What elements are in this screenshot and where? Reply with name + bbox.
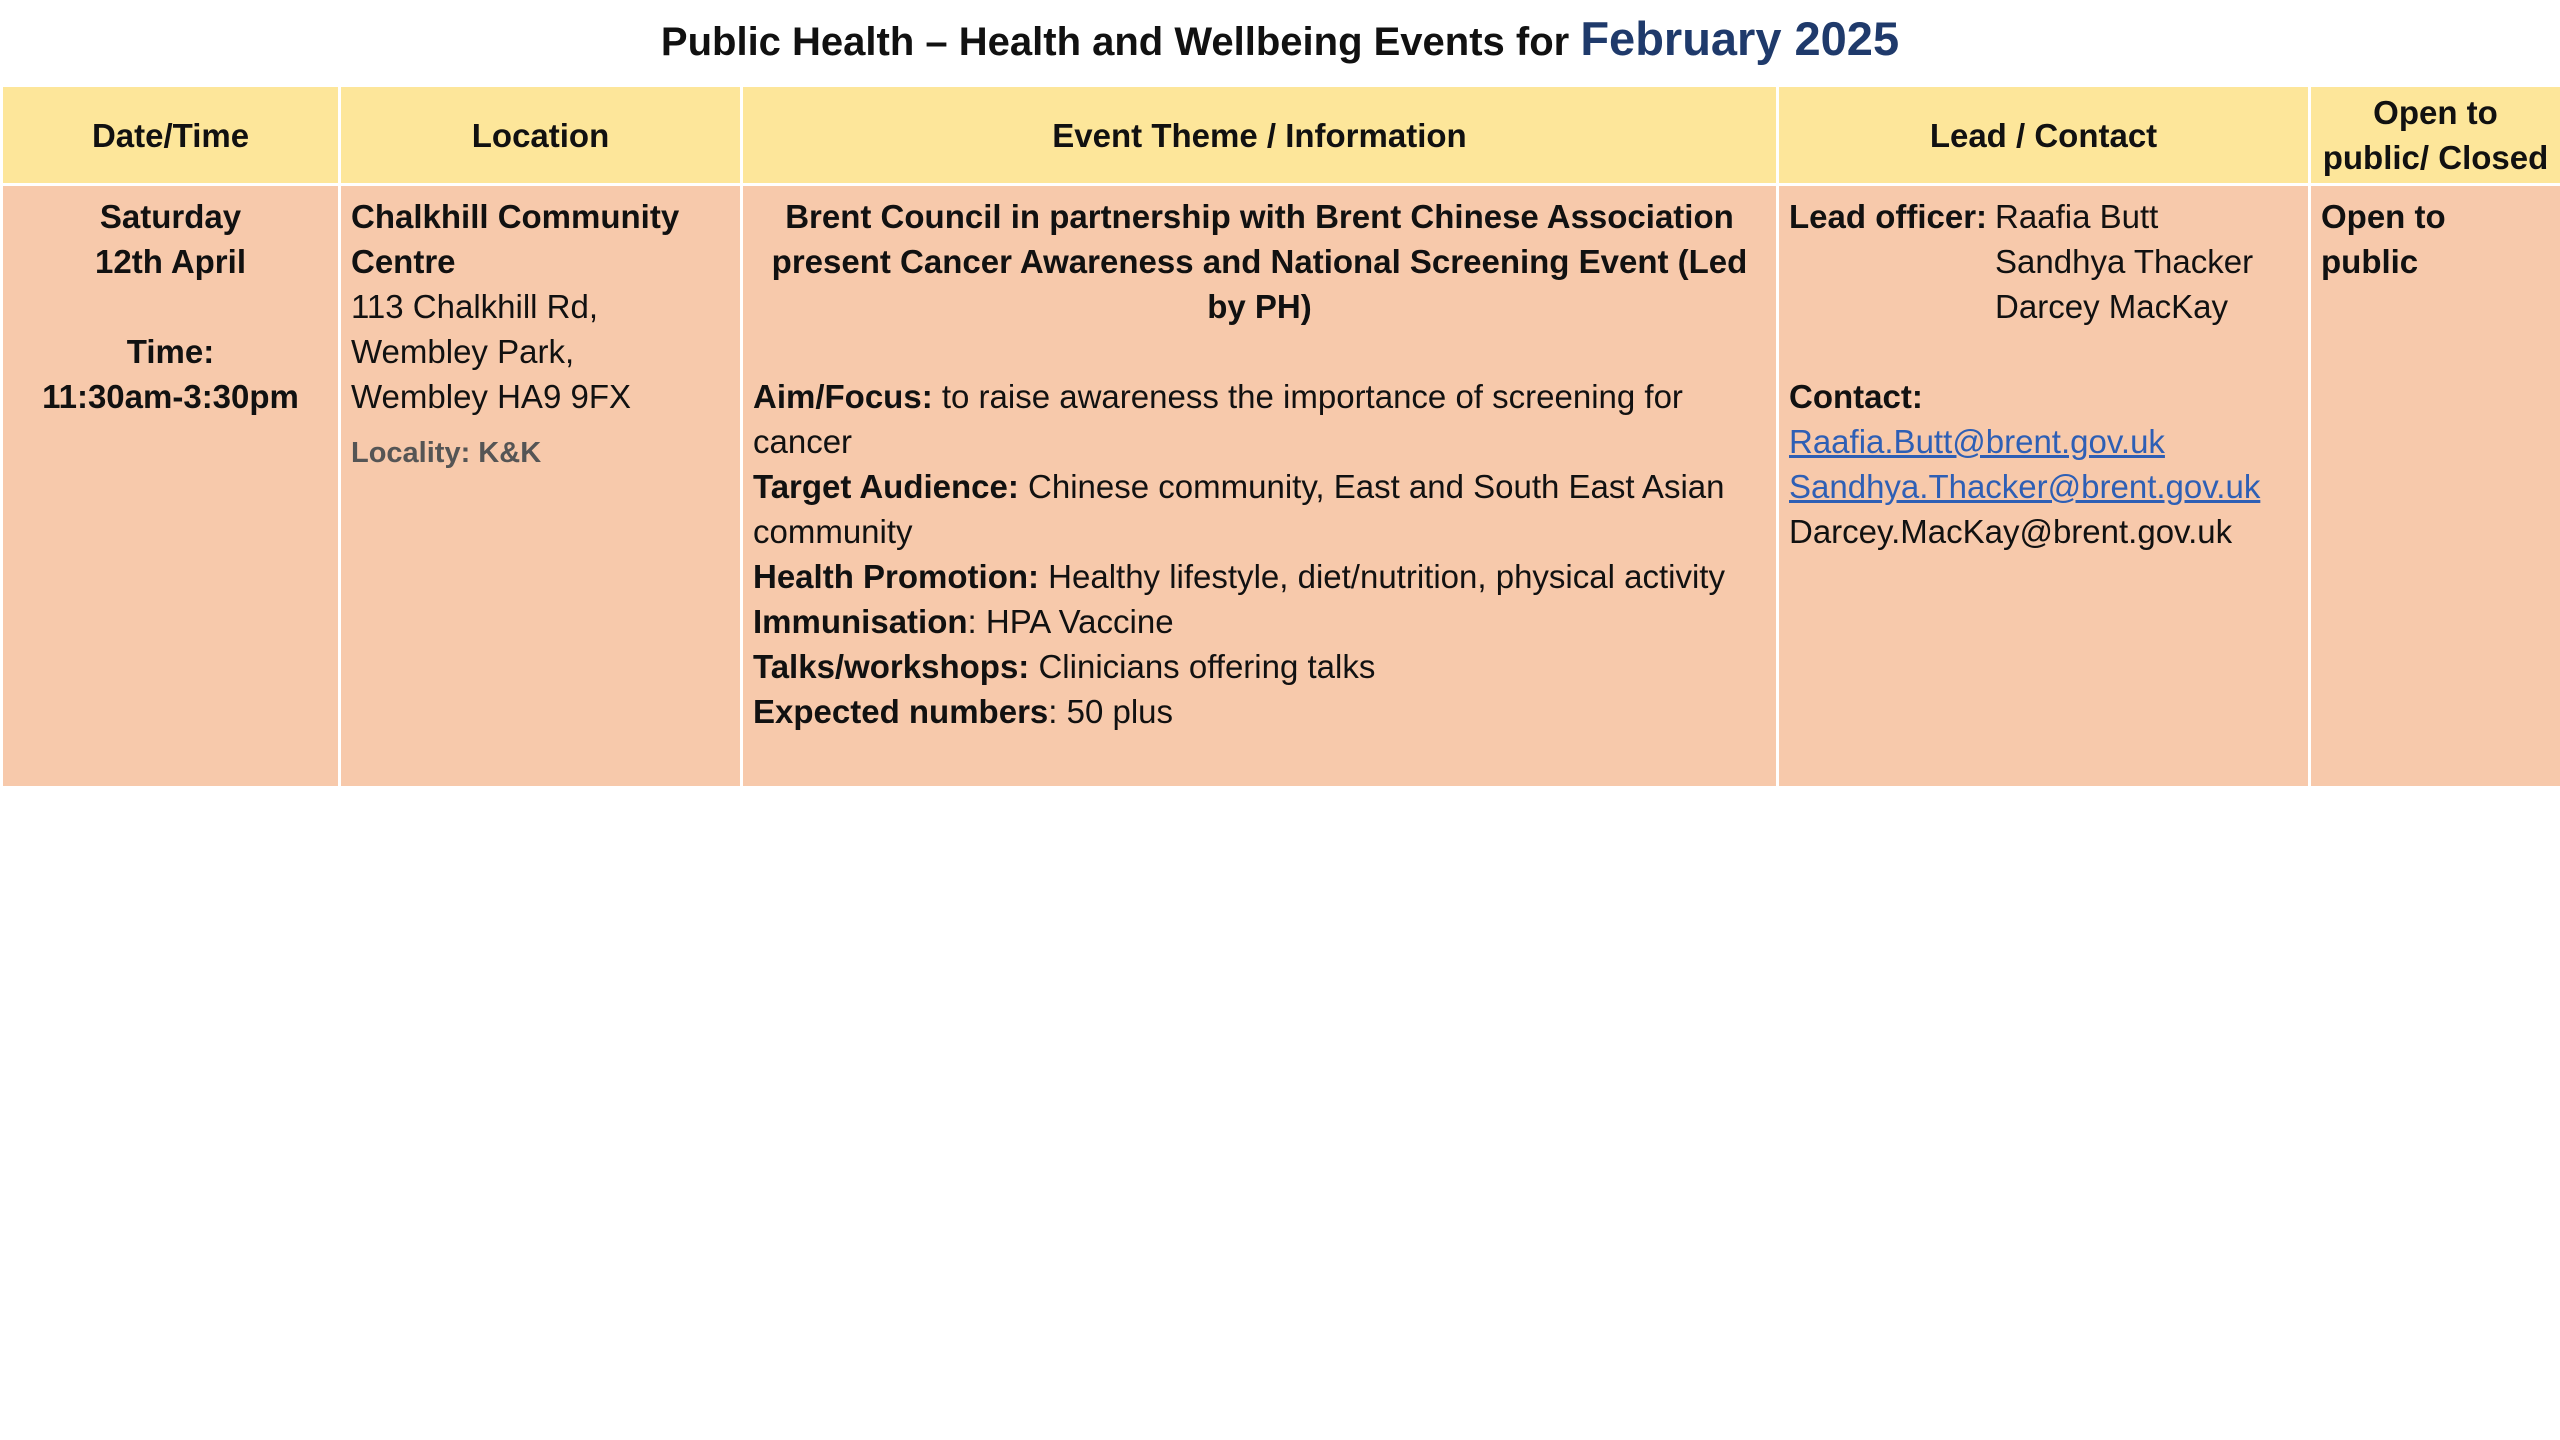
lead-officers [1789, 194, 2298, 329]
email-link-sandhya[interactable]: Sandhya.Thacker@brent.gov.uk [1789, 468, 2261, 505]
locality-value: : K&K [460, 437, 542, 469]
events-table [0, 84, 2560, 789]
cell-location [340, 185, 742, 788]
header-theme: Event Theme / Information [742, 86, 1778, 185]
talks-workshops [753, 644, 1766, 689]
numbers-text: : 50 plus [1048, 693, 1174, 730]
venue-name-line2: Centre [351, 243, 456, 280]
title-prefix: Public Health – Health and Wellbeing Events for [660, 20, 1581, 64]
header-lead: Lead / Contact [1778, 86, 2310, 185]
aim-text: to raise awareness the importance of screening for cancer [753, 378, 1683, 460]
page-title [0, 8, 2560, 73]
address-line1: 113 Chalkhill Rd, [351, 288, 599, 325]
address-line3: Wembley HA9 9FX [351, 378, 631, 415]
immunisation-text: : HPA Vaccine [967, 603, 1174, 640]
email-link-raafia[interactable]: Raafia.Butt@brent.gov.uk [1789, 423, 2165, 460]
lead-officer-name: Sandhya Thacker [1995, 243, 2254, 280]
email-darcey: Darcey.MacKay@brent.gov.uk [1789, 513, 2233, 550]
header-date: Date/Time [2, 86, 340, 185]
contact-label: Contact: [1789, 378, 1923, 415]
cell-date [2, 185, 340, 788]
audience-label: Target Audience: [753, 468, 1019, 505]
lead-officer-names [1995, 194, 2253, 329]
talks-text: Clinicians offering talks [1029, 648, 1376, 685]
table-header-row [2, 86, 2560, 185]
event-time: 11:30am-3:30pm [42, 378, 299, 415]
aim-label: Aim/Focus: [753, 378, 933, 415]
event-headline: Brent Council in partnership with Brent Chinese Association present Cancer Awareness and National Screening Event (Led by PH) [771, 198, 1748, 325]
lead-officer-name: Raafia Butt [1995, 198, 2159, 235]
immunisation-label: Immunisation [753, 603, 968, 640]
promotion-text: Healthy lifestyle, diet/nutrition, physical activity [1039, 558, 1725, 595]
promotion-label: Health Promotion: [753, 558, 1039, 595]
audience-text: Chinese community, East and South East Asian community [753, 468, 1725, 550]
spacer [753, 329, 1766, 374]
talks-label: Talks/workshops: [753, 648, 1030, 685]
locality-label: Locality [351, 437, 461, 469]
title-month: February 2025 [1580, 12, 1900, 65]
header-location: Location [340, 86, 742, 185]
locality [351, 431, 730, 476]
header-open-line2: public/ Closed [2322, 139, 2549, 176]
immunisation [753, 599, 1766, 644]
cell-theme [742, 185, 1778, 788]
header-open-line1: Open to [2373, 94, 2498, 131]
spacer [13, 284, 328, 329]
venue-name-line1: Chalkhill Community [351, 198, 680, 235]
event-day: Saturday [99, 198, 242, 235]
health-promotion [753, 554, 1766, 599]
expected-numbers [753, 689, 1766, 734]
open-status-line2: public [2321, 243, 2419, 280]
spacer [1789, 329, 2298, 374]
event-date: 12th April [95, 243, 246, 280]
event-time-label: Time: [126, 333, 215, 370]
address-line2: Wembley Park, [351, 333, 575, 370]
table-row [2, 185, 2560, 788]
header-open [2310, 86, 2560, 185]
lead-officer-label: Lead officer: [1789, 198, 1988, 235]
open-status-line1: Open to [2321, 198, 2446, 235]
numbers-label: Expected numbers [753, 693, 1049, 730]
target-audience [753, 464, 1766, 554]
cell-lead [1778, 185, 2310, 788]
cell-open [2310, 185, 2560, 788]
aim-focus [753, 374, 1766, 464]
lead-officer-name: Darcey MacKay [1995, 288, 2228, 325]
